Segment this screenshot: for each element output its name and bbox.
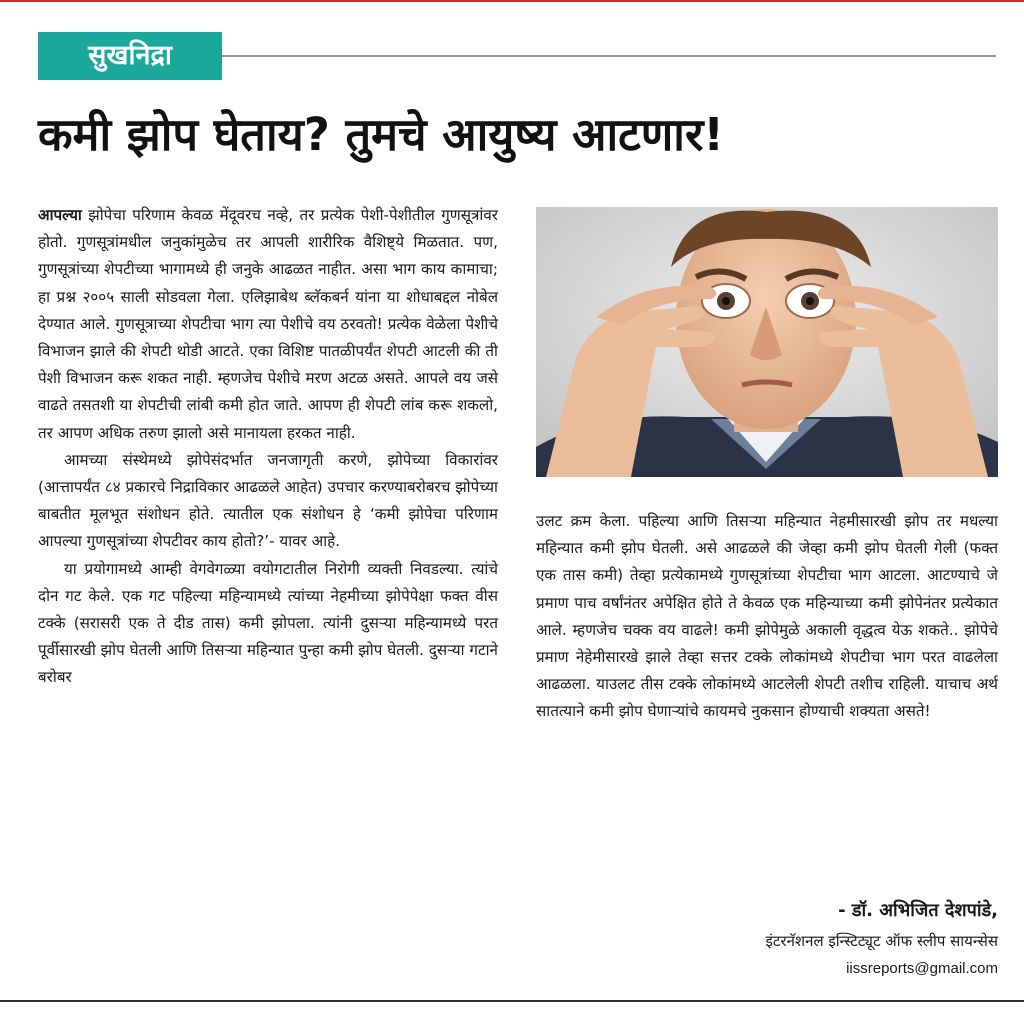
headline: कमी झोप घेताय? तुमचे आयुष्य आटणार! — [38, 108, 724, 161]
author-institute: इंटरनॅशनल इन्स्टिट्यूट ऑफ स्लीप सायन्सेस — [765, 932, 998, 950]
section-label: सुखनिद्रा — [38, 32, 222, 80]
article-paragraph-2: आमच्या संस्थेमध्ये झोपेसंदर्भात जनजागृती करणे, झोपेच्या विकारांवर (आत्तापर्यंत ८४ प्रकारचे निद्राविकार आढळले आहेत) उपचार करण्याबरोबरच झोपेच्या बाबतीत मूलभूत संशोधन होते. त्यातील एक संशोधन हे ‘कमी झोपेचा परिणाम आपल्या गुणसूत्रांच्या शेपटीवर काय होतो?’- यावर आहे. — [38, 450, 498, 551]
article-left-column — [38, 202, 498, 692]
top-rule — [0, 0, 1024, 2]
article-paragraph-1 — [38, 202, 498, 447]
article-right-column — [536, 508, 998, 726]
article-paragraph-4: उलट क्रम केला. पहिल्या आणि तिसऱ्या महिन्यात नेहमीसारखी झोप तर मधल्या महिन्यात कमी झोप घेतली. असे आढळले की जेव्हा कमी झोप घेतली गेली (फक्त एक तास कमी) तेव्हा प्रत्येकामध्ये गुणसूत्रांच्या शेपटीचा भाग आटला. आटण्याचे जे प्रमाण पाच वर्षांनंतर अपेक्षित होते ते केवळ एक महिन्याच्या कमी झोपेनंतर प्रत्येकात आले. म्हणजेच चक्क वय वाढले! कमी झोपेमुळे अकाली वृद्धत्व येऊ शकते.. झोपेचे प्रमाण नेहेमीसारखे झाले तेव्हा सत्तर टक्के लोकांमध्ये शेपटीचा भाग परत वाढलेला आढळला. याउलट तीस टक्के लोकांमध्ये आटलेली शेपटी तशीच राहिली. याचाच अर्थ सातत्याने कमी झोप घेणाऱ्यांचे कायमचे नुकसान होण्याची शक्यता असते! — [536, 512, 998, 721]
article-paragraph-3: या प्रयोगामध्ये आम्ही वेगवेगळ्या वयोगटातील निरोगी व्यक्ती निवडल्या. त्यांचे दोन गट केले. एक गट पहिल्या महिन्यामध्ये त्यांच्या नेहमीच्या झोपेपेक्षा फक्त वीस टक्के (सरासरी एक ते दीड तास) कमी झोपला. त्यांनी दुसऱ्या महिन्यामध्ये परत पूर्वीसारखी झोप घेतली आणि तिसऱ्या महिन्यात पुन्हा कमी झोप घेतली. दुसऱ्या गटाने बरोबर — [38, 559, 498, 687]
lead-word: आपल्या — [38, 206, 82, 224]
paragraph-1-text: झोपेचा परिणाम केवळ मेंदूवरच नव्हे, तर प्रत्येक पेशी-पेशीतील गुणसूत्रांवर होतो. गुणसूत्रांमधील जनुकांमुळेच तर आपली शारीरिक वैशिष्ट्ये मिळतात. पण, गुणसूत्रांच्या शेपटीच्या भागामध्ये ही जनुके आढळत नाहीत. असा भाग काय कामाचा; हा प्रश्न २००५ साली सोडवला गेला. एलिझाबेथ ब्लॅकबर्न यांना या शोधाबद्दल नोबेल देण्यात आले. गुणसूत्राच्या शेपटीचा भाग त्या पेशीचे वय ठरवतो! प्रत्येक वेळेला पेशीचे विभाजन झाले की शेपटी थोडी आटते. एका विशिष्ट पातळीपर्यंत शेपटी आटली की ती पेशी विभाजन करू शकत नाही. म्हणजेच पेशीचे मरण अटळ असते. आपले वय जसे वाढते तसतशी या शेपटीची लांबी कमी होत जाते. आपण ही शेपटी लांब करू शकलो, तर आपण अधिक तरुण झालो असे मानायला हरकत नाही. — [38, 206, 498, 442]
author-name: - डॉ. अभिजित देशपांडे, — [838, 900, 998, 921]
man-pulling-eyes-open-photo — [536, 207, 998, 477]
author-email: iissreports@gmail.com — [846, 960, 998, 977]
photo-illustration — [536, 207, 998, 477]
bottom-rule — [0, 1000, 1024, 1002]
section-divider — [222, 55, 996, 57]
byline — [766, 896, 998, 982]
